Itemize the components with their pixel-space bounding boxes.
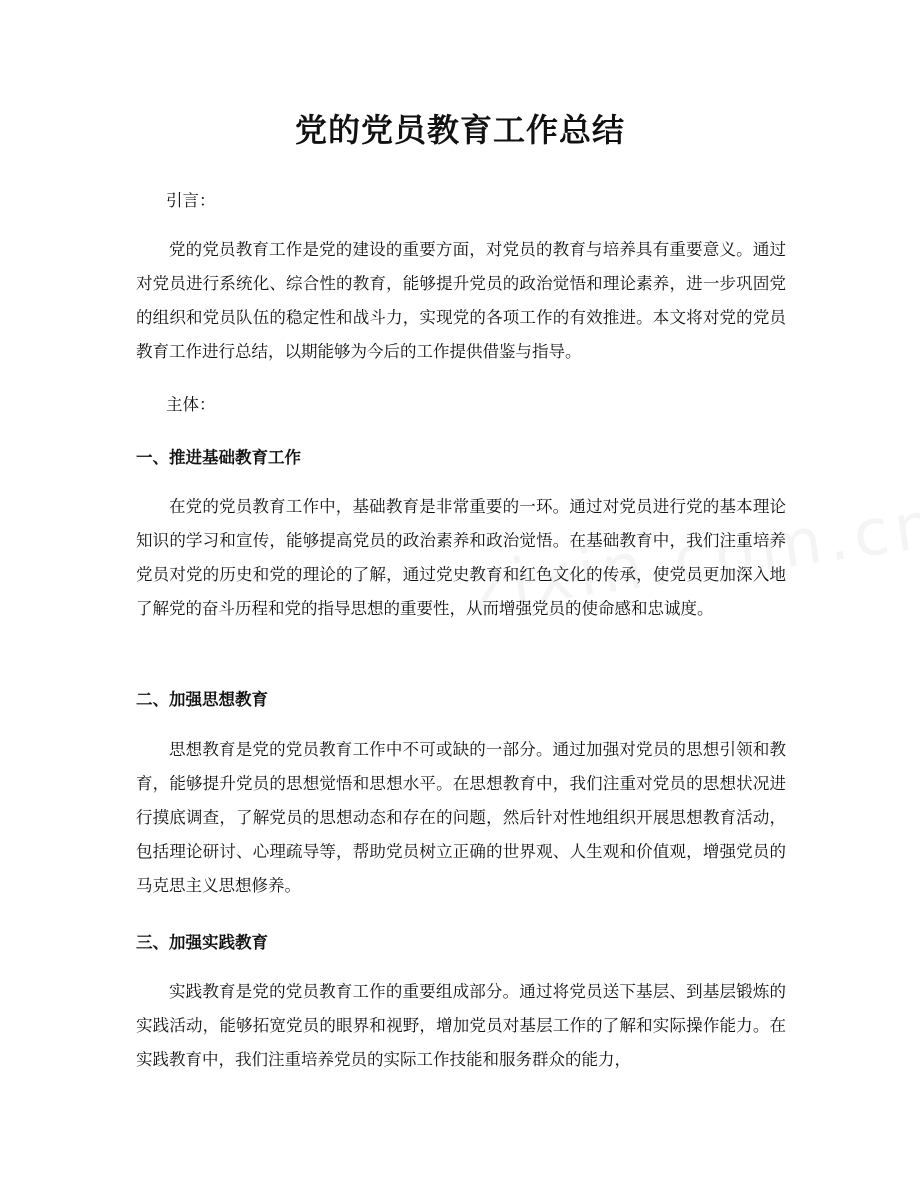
section-heading-3: 三、加强实践教育 [136, 933, 268, 952]
section-text-3: 实践教育是党的党员教育工作的重要组成部分。通过将党员送下基层、到基层锻炼的实践活动，能够拓宽党员的眼界和视野，增加党员对基层工作的了解和实际操作能力。在实践教育中，我们注重培养党员的实际工作技能和服务群众的能力， [136, 982, 786, 1069]
intro-paragraph: 党的党员教育工作是党的建设的重要方面，对党员的教育与培养具有重要意义。通过对党员进行系统化、综合性的教育，能够提升党员的政治觉悟和理论素养，进一步巩固党的组织和党员队伍的稳定性和战斗力，实现党的各项工作的有效推进。本文将对党的党员教育工作进行总结，以期能够为今后的工作提供借鉴与指导。 [136, 240, 786, 361]
section-text-1: 在党的党员教育工作中，基础教育是非常重要的一环。通过对党员进行党的基本理论知识的学习和宣传，能够提高党员的政治素养和政治觉悟。在基础教育中，我们注重培养党员对党的历史和党的理论的了解，通过党史教育和红色文化的传承，使党员更加深入地了解党的奋斗历程和党的指导思想的重要性，从而增强党员的使命感和忠诚度。 [136, 497, 786, 618]
document-title: 党的党员教育工作总结 [294, 111, 625, 149]
section-heading-1: 一、推进基础教育工作 [136, 448, 301, 467]
body-label: 主体： [166, 395, 216, 414]
section-heading-2: 二、加强思想教育 [136, 690, 268, 709]
intro-label: 引言： [166, 191, 216, 210]
section-text-2: 思想教育是党的党员教育工作中不可或缺的一部分。通过加强对党员的思想引领和教育，能够提升党员的思想觉悟和思想水平。在思想教育中，我们注重对党员的思想状况进行摸底调查，了解党员的思想动态和存在的问题，然后针对性地组织开展思想教育活动，包括理论研讨、心理疏导等，帮助党员树立正确的世界观、人生观和价值观，增强党员的马克思主义思想修养。 [136, 740, 786, 895]
